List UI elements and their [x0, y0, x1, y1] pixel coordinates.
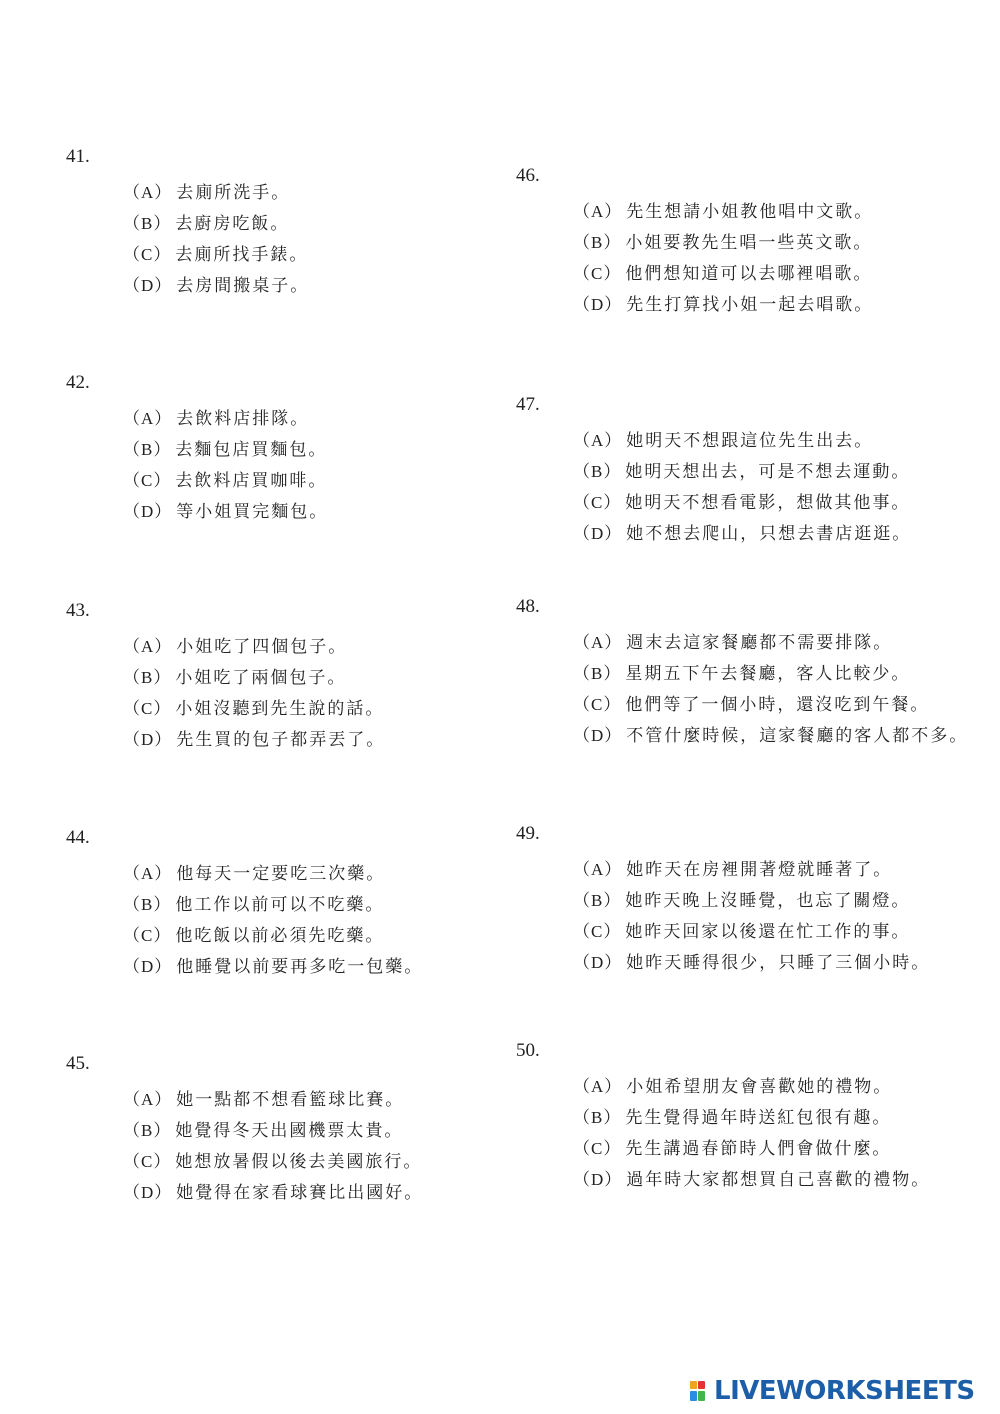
option-letter: （D）	[573, 295, 623, 314]
question-47	[0, 394, 911, 555]
option-letter: （B）	[573, 664, 622, 683]
option-c[interactable]	[573, 493, 911, 513]
option-b[interactable]	[573, 233, 873, 253]
option-text: 週末去這家餐廳都不需要排隊。	[626, 633, 893, 653]
option-text: 小姐吃了兩個包子。	[175, 668, 347, 688]
option-letter: （B）	[123, 440, 172, 459]
question-number: 46.	[516, 165, 540, 186]
option-text: 去飲料店排隊。	[176, 409, 310, 429]
option-a[interactable]	[573, 1077, 930, 1097]
option-text: 她不想去爬山，只想去書店逛逛。	[626, 524, 912, 544]
option-letter: （A）	[123, 864, 173, 883]
option-a[interactable]	[573, 431, 911, 451]
option-letter: （D）	[573, 524, 623, 543]
option-text: 去飲料店買咖啡。	[175, 471, 328, 491]
option-text: 他工作以前可以不吃藥。	[175, 895, 385, 915]
options-list	[573, 860, 930, 973]
option-letter: （B）	[573, 1108, 622, 1127]
option-text: 星期五下午去餐廳，客人比較少。	[625, 664, 911, 684]
option-text: 她昨天睡得很少，只睡了三個小時。	[626, 953, 931, 973]
option-text: 她明天不想看電影，想做其他事。	[625, 493, 911, 513]
option-text: 先生打算找小姐一起去唱歌。	[626, 295, 874, 315]
option-letter: （D）	[123, 502, 173, 521]
option-letter: （B）	[123, 668, 172, 687]
option-d[interactable]	[573, 295, 873, 315]
option-letter: （A）	[123, 637, 173, 656]
option-text: 去廁所洗手。	[176, 183, 291, 203]
options-list	[573, 202, 873, 315]
question-49	[0, 823, 930, 984]
option-letter: （B）	[573, 233, 622, 252]
option-text: 去廁所找手錶。	[175, 245, 309, 265]
option-letter: （B）	[123, 895, 172, 914]
option-text: 小姐沒聽到先生說的話。	[175, 699, 385, 719]
option-text: 她昨天在房裡開著燈就睡著了。	[626, 860, 893, 880]
question-number: 44.	[66, 827, 90, 848]
option-text: 她覺得在家看球賽比出國好。	[176, 1183, 424, 1203]
question-50	[0, 1040, 930, 1201]
option-letter: （A）	[573, 202, 623, 221]
option-letter: （C）	[573, 1139, 622, 1158]
option-letter: （C）	[573, 264, 622, 283]
option-d[interactable]	[573, 726, 968, 746]
option-a[interactable]	[573, 633, 968, 653]
option-text: 他吃飯以前必須先吃藥。	[175, 926, 385, 946]
option-text: 不管什麼時候，這家餐廳的客人都不多。	[626, 726, 969, 746]
options-list	[573, 1077, 930, 1190]
option-text: 先生覺得過年時送紅包很有趣。	[625, 1108, 892, 1128]
option-c[interactable]	[573, 264, 873, 284]
question-number: 50.	[516, 1040, 540, 1061]
option-letter: （C）	[573, 493, 622, 512]
option-text: 她覺得冬天出國機票太貴。	[175, 1121, 404, 1141]
option-letter: （A）	[573, 633, 623, 652]
question-number: 45.	[66, 1053, 90, 1074]
option-letter: （A）	[573, 1077, 623, 1096]
option-d[interactable]	[573, 953, 930, 973]
option-text: 她明天想出去，可是不想去運動。	[625, 462, 911, 482]
option-a[interactable]	[573, 202, 873, 222]
option-text: 她昨天晚上沒睡覺，也忘了關燈。	[625, 891, 911, 911]
question-number: 41.	[66, 146, 90, 167]
option-text: 她想放暑假以後去美國旅行。	[175, 1152, 423, 1172]
option-letter: （D）	[123, 1183, 173, 1202]
option-b[interactable]	[573, 462, 911, 482]
option-text: 先生想請小姐教他唱中文歌。	[626, 202, 874, 222]
option-letter: （B）	[123, 1121, 172, 1140]
question-number: 43.	[66, 600, 90, 621]
option-text: 去麵包店買麵包。	[175, 440, 328, 460]
question-number: 42.	[66, 372, 90, 393]
option-b[interactable]	[573, 891, 930, 911]
option-text: 他們想知道可以去哪裡唱歌。	[625, 264, 873, 284]
option-c[interactable]	[573, 922, 930, 942]
option-text: 她明天不想跟這位先生出去。	[626, 431, 874, 451]
option-letter: （D）	[123, 730, 173, 749]
logo-text: LIVEWORKSHEETS	[714, 1376, 975, 1406]
option-letter: （A）	[123, 183, 173, 202]
options-list	[573, 431, 911, 544]
question-46	[0, 165, 873, 326]
option-d[interactable]	[573, 1170, 930, 1190]
option-text: 她昨天回家以後還在忙工作的事。	[625, 922, 911, 942]
option-text: 去廚房吃飯。	[175, 214, 290, 234]
option-a[interactable]	[573, 860, 930, 880]
option-letter: （C）	[123, 471, 172, 490]
option-text: 他睡覺以前要再多吃一包藥。	[176, 957, 424, 977]
option-letter: （C）	[123, 1152, 172, 1171]
option-letter: （C）	[123, 245, 172, 264]
option-letter: （B）	[573, 891, 622, 910]
option-letter: （C）	[123, 699, 172, 718]
option-b[interactable]	[573, 664, 968, 684]
question-number: 47.	[516, 394, 540, 415]
question-48	[0, 596, 968, 757]
option-text: 她一點都不想看籃球比賽。	[176, 1090, 405, 1110]
liveworksheets-logo	[690, 1373, 975, 1409]
question-number: 49.	[516, 823, 540, 844]
option-letter: （D）	[573, 726, 623, 745]
option-c[interactable]	[573, 695, 968, 715]
option-text: 他們等了一個小時，還沒吃到午餐。	[625, 695, 930, 715]
option-letter: （C）	[573, 695, 622, 714]
option-letter: （B）	[123, 214, 172, 233]
option-text: 去房間搬桌子。	[176, 276, 310, 296]
option-text: 過年時大家都想買自己喜歡的禮物。	[626, 1170, 931, 1190]
option-letter: （A）	[573, 860, 623, 879]
option-text: 小姐要教先生唱一些英文歌。	[625, 233, 873, 253]
option-letter: （D）	[573, 1170, 623, 1189]
liveworksheets-logo-icon	[690, 1377, 710, 1405]
option-text: 先生講過春節時人們會做什麼。	[625, 1139, 892, 1159]
option-b[interactable]	[573, 1108, 930, 1128]
option-letter: （B）	[573, 462, 622, 481]
option-text: 小姐吃了四個包子。	[176, 637, 348, 657]
option-letter: （C）	[573, 922, 622, 941]
option-text: 先生買的包子都弄丟了。	[176, 730, 386, 750]
option-letter: （A）	[573, 431, 623, 450]
question-number: 48.	[516, 596, 540, 617]
option-d[interactable]	[573, 524, 911, 544]
options-list	[573, 633, 968, 746]
option-text: 小姐希望朋友會喜歡她的禮物。	[626, 1077, 893, 1097]
option-text: 等小姐買完麵包。	[176, 502, 329, 522]
option-letter: （C）	[123, 926, 172, 945]
option-letter: （D）	[123, 276, 173, 295]
option-letter: （D）	[573, 953, 623, 972]
option-letter: （A）	[123, 1090, 173, 1109]
option-text: 他每天一定要吃三次藥。	[176, 864, 386, 884]
option-c[interactable]	[573, 1139, 930, 1159]
option-letter: （A）	[123, 409, 173, 428]
option-letter: （D）	[123, 957, 173, 976]
